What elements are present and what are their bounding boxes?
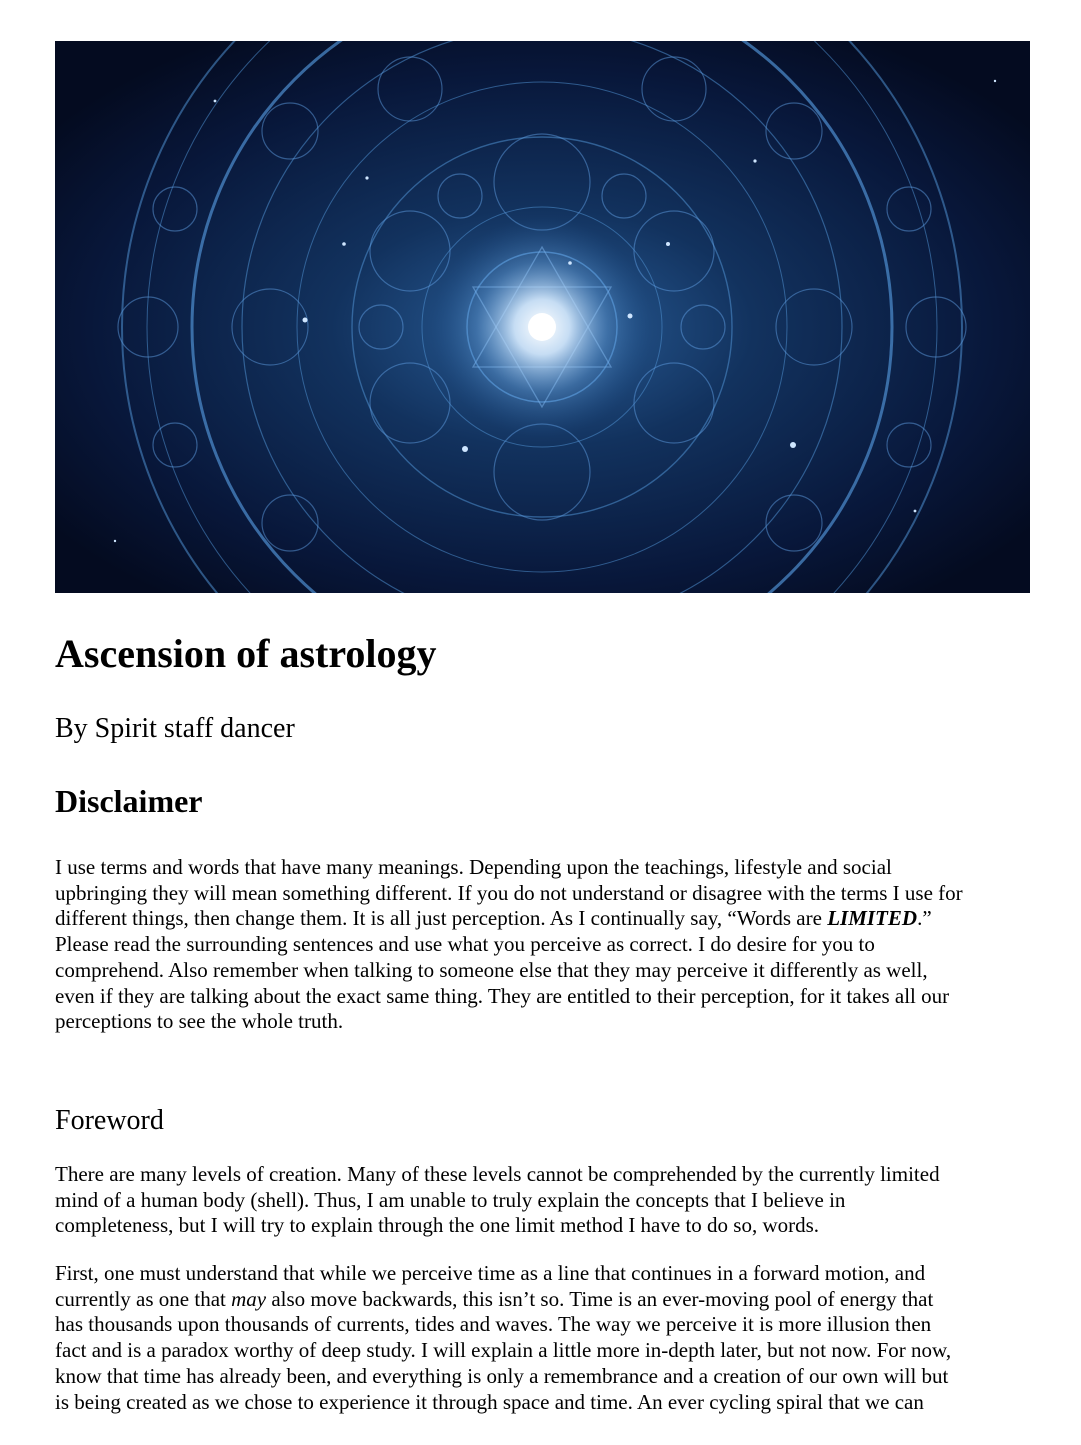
text-line xyxy=(55,1287,1040,1313)
emphasis-limited: LIMITED xyxy=(827,906,918,931)
text-line xyxy=(55,906,1040,932)
text-fragment: .” xyxy=(917,906,932,931)
text-line: know that time has already been, and everything is only a remembrance and a creation of our own will but xyxy=(55,1363,949,1388)
author-byline: By Spirit staff dancer xyxy=(55,713,295,744)
disclaimer-heading: Disclaimer xyxy=(55,783,203,819)
document-page xyxy=(55,41,1030,1414)
text-line: completeness, but I will try to explain through the one limit method I have to do so, words. xyxy=(55,1213,820,1238)
emphasis-may: may xyxy=(231,1286,267,1311)
text-line: I use terms and words that have many meanings. Depending upon the teachings, lifestyle and social xyxy=(55,855,892,879)
text-fragment: different things, then change them. It is all just perception. As I continually say, “Words are xyxy=(55,906,828,931)
foreword-paragraph-1 xyxy=(55,1162,1040,1239)
text-line: perceptions to see the whole truth. xyxy=(55,1009,344,1034)
disclaimer-paragraph xyxy=(55,855,1040,1035)
text-line: is being created as we chose to experience it through space and time. An ever cycling spiral that we can xyxy=(55,1389,924,1414)
text-line: First, one must understand that while we perceive time as a line that continues in a forward motion, and xyxy=(55,1261,926,1285)
foreword-paragraph-2 xyxy=(55,1261,1040,1415)
foreword-heading: Foreword xyxy=(55,1105,164,1136)
text-fragment: also move backwards, this isn’t so. Time is an ever-moving pool of energy that xyxy=(266,1286,934,1311)
text-line: mind of a human body (shell). Thus, I am unable to truly explain the concepts that I believe in xyxy=(55,1187,846,1212)
text-line: There are many levels of creation. Many of these levels cannot be comprehended by the currently limited xyxy=(55,1162,940,1186)
text-line: Please read the surrounding sentences and use what you perceive as correct. I do desire for you to xyxy=(55,932,875,957)
document-title: Ascension of astrology xyxy=(55,631,437,676)
text-line: fact and is a paradox worthy of deep study. I will explain a little more in-depth later, but not now. For now, xyxy=(55,1338,952,1363)
text-line: even if they are talking about the exact same thing. They are entitled to their perception, for it takes all our xyxy=(55,983,950,1008)
cosmic-mandala-image xyxy=(55,41,1030,593)
text-line: comprehend. Also remember when talking to someone else that they may perceive it differently as well, xyxy=(55,957,928,982)
text-line: has thousands upon thousands of currents, tides and waves. The way we perceive it is more illusion then xyxy=(55,1312,932,1337)
text-line: upbringing they will mean something different. If you do not understand or disagree with the terms I use for xyxy=(55,880,963,905)
text-fragment: currently as one that xyxy=(55,1286,232,1311)
